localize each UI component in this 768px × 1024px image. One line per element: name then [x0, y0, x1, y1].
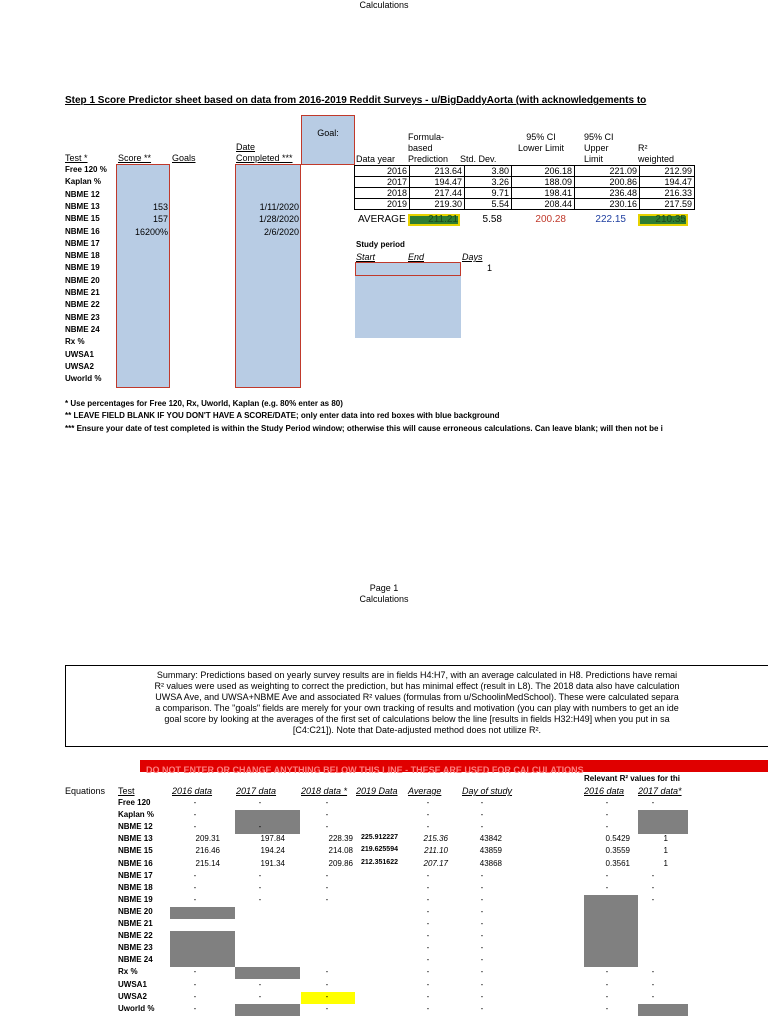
eq-cell: -	[480, 943, 484, 953]
eq-cell: -	[651, 870, 655, 880]
eq-header: Day of study	[462, 786, 513, 796]
test-name: NBME 16	[65, 226, 100, 236]
test-name: NBME 15	[65, 214, 100, 224]
study-period-title: Study period	[356, 240, 405, 249]
eq-cell: 209.86	[328, 858, 353, 868]
eq-cell: 0.3561	[605, 858, 630, 868]
test-name: NBME 21	[65, 288, 100, 297]
eq-cell: -	[325, 798, 329, 807]
eq-cell: -	[325, 1003, 329, 1013]
eq-test-name: NBME 23	[118, 943, 153, 953]
eq-header: 2017 data*	[638, 786, 682, 796]
test-name: NBME 17	[65, 238, 100, 248]
test-name: UWSA2	[65, 361, 94, 371]
stats-cell-lower: 188.09	[512, 177, 575, 188]
eq-cell: -	[480, 810, 484, 820]
stats-cell-year: 2017	[355, 177, 410, 188]
gray-cell	[170, 907, 235, 919]
test-name: Kaplan %	[65, 177, 102, 187]
study-period-end-label: End	[408, 252, 425, 262]
warning-text: DO NOT ENTER OR CHANGE ANYTHING BELOW THIS LINE - THESE ARE USED FOR CALCULATIONS	[146, 765, 584, 775]
stats-cell-year: 2016	[355, 166, 410, 177]
eq-cell: -	[651, 967, 655, 977]
eq-cell: 212.351622	[361, 858, 398, 866]
eq-cell: -	[426, 931, 430, 941]
study-period-input[interactable]	[355, 262, 461, 276]
eq-cell: -	[426, 810, 430, 820]
eq-cell: -	[605, 798, 609, 807]
average-ci-lower: 200.28	[535, 214, 566, 225]
eq-cell: -	[480, 991, 484, 1001]
eq-cell: 215.36	[423, 834, 448, 844]
eq-cell: -	[605, 967, 609, 977]
relevant-r2-label: Relevant R² values for thi	[584, 774, 681, 783]
stats-cell-pred: 213.64	[410, 166, 465, 177]
eq-test-name: NBME 18	[118, 882, 153, 892]
stats-header-formula: Formula- based Prediction	[408, 132, 449, 164]
header-test: Test *	[65, 153, 88, 163]
eq-header: 2017 data	[236, 786, 277, 796]
goal-box[interactable]	[301, 115, 355, 165]
stats-cell-r2: 217.59	[640, 199, 695, 210]
eq-cell: -	[480, 955, 484, 965]
stats-header-r2: R² weighted	[638, 143, 675, 164]
gray-cell	[638, 1004, 688, 1016]
eq-cell: 216.46	[195, 846, 220, 856]
average-label: AVERAGE	[358, 214, 406, 225]
score-value: 153	[152, 201, 168, 212]
eq-test-name: NBME 24	[118, 955, 153, 965]
warning-bar	[140, 760, 768, 775]
average-ci-upper: 222.15	[595, 214, 626, 225]
eq-cell: -	[480, 798, 484, 807]
stats-row	[355, 166, 695, 177]
stats-cell-pred: 219.30	[410, 199, 465, 210]
eq-cell: 228.39	[328, 834, 353, 844]
summary-line: UWSA Ave, and UWSA+NBME Ave and associated R² values (formulas from u/SchoolinMedSchool). These were calculated separa	[155, 692, 679, 702]
header-goals: Goals	[172, 153, 196, 163]
stats-cell-year: 2018	[355, 188, 410, 199]
eq-cell: -	[605, 979, 609, 989]
eq-cell: 43859	[479, 846, 502, 856]
gray-cell	[584, 895, 638, 968]
eq-test-name: NBME 17	[118, 870, 153, 880]
eq-cell: 1	[663, 858, 668, 868]
eq-cell: -	[426, 967, 430, 977]
eq-cell: -	[480, 870, 484, 880]
eq-cell: -	[426, 991, 430, 1001]
stats-cell-year: 2019	[355, 199, 410, 210]
eq-cell: -	[193, 894, 197, 904]
eq-cell: -	[193, 798, 197, 807]
eq-cell: -	[258, 798, 262, 807]
stats-cell-r2: 216.33	[640, 188, 695, 199]
eq-cell: -	[480, 822, 484, 832]
average-std: 5.58	[482, 214, 502, 225]
eq-cell: -	[258, 894, 262, 904]
eq-cell: -	[325, 979, 329, 989]
stats-cell-upper: 236.48	[575, 188, 640, 199]
eq-test-name: NBME 21	[118, 919, 153, 928]
eq-cell: -	[480, 919, 484, 928]
eq-cell: 191.34	[260, 858, 285, 868]
eq-cell: 1	[663, 846, 668, 856]
eq-cell: -	[426, 870, 430, 880]
stats-cell-lower: 206.18	[512, 166, 575, 177]
note-2: ** LEAVE FIELD BLANK IF YOU DON'T HAVE A SCORE/DATE; only enter data into red boxes with blue background	[65, 411, 500, 420]
eq-cell: 1	[663, 834, 668, 844]
eq-cell: -	[605, 810, 609, 820]
stats-cell-r2: 212.99	[640, 166, 695, 177]
summary-line: Summary: Predictions based on yearly survey results are in fields H4:H7, with an average calculated in H8. Predictions have remai	[156, 670, 678, 680]
eq-cell: -	[258, 991, 262, 1001]
stats-header-ci-lower: 95% CI Lower Limit	[518, 132, 565, 153]
average-r2: 210.35	[655, 214, 686, 225]
eq-cell: 219.625594	[361, 846, 398, 854]
score-value: 16200%	[134, 226, 168, 237]
eq-test-name: Uworld %	[118, 1003, 155, 1013]
eq-cell: 207.17	[423, 858, 448, 868]
eq-cell: 43842	[479, 834, 502, 844]
stats-cell-std: 3.26	[465, 177, 512, 188]
eq-cell: -	[480, 979, 484, 989]
eq-cell: -	[325, 810, 329, 820]
eq-header: 2016 data	[584, 786, 625, 796]
eq-header: Average	[408, 786, 442, 796]
date-input-column[interactable]	[235, 164, 301, 388]
eq-cell: -	[605, 991, 609, 1001]
eq-cell: -	[426, 882, 430, 892]
eq-test-name: NBME 20	[118, 906, 153, 916]
stats-cell-upper: 230.16	[575, 199, 640, 210]
stats-cell-upper: 221.09	[575, 166, 640, 177]
test-name: NBME 19	[65, 263, 100, 273]
eq-cell: -	[258, 870, 262, 880]
eq-cell: -	[426, 798, 430, 807]
eq-cell: -	[193, 870, 197, 880]
eq-cell: -	[605, 870, 609, 880]
stats-cell-std: 5.54	[465, 199, 512, 210]
eq-cell: -	[480, 906, 484, 916]
eq-cell: -	[651, 798, 655, 807]
eq-test-name: NBME 16	[118, 858, 153, 868]
eq-cell: -	[480, 1003, 484, 1013]
stats-row	[355, 188, 695, 199]
eq-cell: 0.5429	[605, 834, 630, 844]
stats-header-std: Std. Dev.	[460, 154, 497, 164]
header-score: Score **	[118, 153, 152, 163]
page-header: Calculations	[359, 0, 409, 10]
eq-cell: -	[651, 882, 655, 892]
eq-cell: -	[605, 822, 609, 832]
eq-test-name: Free 120	[118, 798, 151, 807]
eq-cell: 215.14	[195, 858, 220, 868]
eq-cell: -	[426, 1003, 430, 1013]
stats-header-ci-upper: 95% CI Upper Limit	[584, 132, 614, 164]
eq-cell: -	[426, 894, 430, 904]
eq-cell: -	[325, 991, 329, 1001]
eq-cell: -	[651, 991, 655, 1001]
eq-cell: -	[193, 979, 197, 989]
test-name: NBME 24	[65, 324, 100, 334]
eq-cell: -	[193, 1003, 197, 1013]
stats-cell-pred: 194.47	[410, 177, 465, 188]
date-value: 1/11/2020	[259, 201, 299, 212]
eq-cell: 225.912227	[361, 834, 398, 842]
eq-cell: -	[480, 931, 484, 941]
average-pred: 211.21	[428, 214, 458, 225]
eq-header-test: Test	[118, 786, 135, 796]
eq-test-name: Kaplan %	[118, 810, 155, 820]
gray-cell	[638, 810, 688, 834]
score-input-column[interactable]	[116, 164, 170, 388]
stats-row	[355, 199, 695, 210]
page-footer-title: Calculations	[359, 594, 409, 604]
eq-cell: -	[426, 822, 430, 832]
eq-cell: -	[193, 967, 197, 977]
test-name: Free 120 %	[65, 165, 107, 174]
eq-cell: -	[258, 979, 262, 989]
summary-line: a comparison. The "goals" fields are merely for your own tracking of results and motivation (you can play with numbers to get an ide	[155, 703, 679, 713]
eq-cell: -	[480, 882, 484, 892]
note-3: *** Ensure your date of test completed is within the Study Period window; otherwise this will cause erroneous calculations. Can leave blank; will then not be i	[65, 424, 663, 433]
goal-label: Goal:	[317, 128, 339, 138]
study-period-extra-box	[355, 276, 461, 338]
eq-cell: -	[325, 894, 329, 904]
test-name: NBME 23	[65, 312, 100, 322]
eq-cell: -	[193, 882, 197, 892]
eq-test-name: NBME 22	[118, 931, 153, 941]
stats-header-data-year: Data year	[356, 154, 396, 164]
test-name: NBME 22	[65, 300, 100, 310]
eq-cell: 209.31	[195, 834, 220, 844]
eq-test-name: NBME 12	[118, 822, 153, 832]
stats-cell-lower: 208.44	[512, 199, 575, 210]
summary-line: [C4:C21]). Note that Date-adjusted method does not utilize R².	[292, 725, 542, 735]
gray-cell	[170, 931, 235, 967]
summary-line: goal score by looking at the averages of the first set of calculations below the line [results in fields H32:H49] when you put in sa	[164, 714, 670, 724]
test-name: UWSA1	[65, 349, 94, 359]
eq-cell: -	[193, 822, 197, 832]
stats-cell-std: 3.80	[465, 166, 512, 177]
eq-header: 2019 Data	[356, 786, 398, 796]
stats-row	[355, 177, 695, 188]
date-value: 1/28/2020	[258, 214, 299, 225]
eq-cell: 43868	[479, 858, 502, 868]
eq-test-name: NBME 13	[118, 834, 153, 844]
eq-cell: 211.10	[424, 846, 448, 856]
gray-cell	[235, 1004, 300, 1016]
eq-cell: 214.08	[328, 846, 353, 856]
eq-cell: -	[605, 882, 609, 892]
eq-cell: -	[426, 955, 430, 965]
test-name: NBME 13	[65, 201, 100, 211]
eq-cell: -	[258, 822, 262, 832]
page-footer-label: Page 1	[369, 583, 399, 593]
eq-header: 2018 data *	[301, 786, 348, 796]
eq-cell: 197.84	[260, 834, 285, 844]
eq-test-name: Rx %	[118, 967, 138, 977]
date-value: 2/6/2020	[263, 226, 299, 237]
stats-cell-upper: 200.86	[575, 177, 640, 188]
eq-cell: -	[651, 979, 655, 989]
eq-test-name: NBME 19	[118, 894, 153, 904]
eq-cell: -	[258, 882, 262, 892]
eq-cell: -	[426, 919, 430, 928]
eq-cell: -	[426, 906, 430, 916]
equations-label: Equations	[65, 786, 106, 796]
score-value: 157	[152, 214, 168, 225]
test-name: Rx %	[65, 337, 85, 347]
step-title: Step 1 Score Predictor sheet based on data from 2016-2019 Reddit Surveys - u/BigDaddyAorta (with acknowledgements to	[65, 95, 647, 106]
header-date-completed: Date Completed ***	[236, 142, 293, 163]
gray-cell	[235, 967, 300, 979]
eq-cell: -	[325, 822, 329, 832]
study-period-start-label: Start	[356, 252, 376, 262]
note-1: * Use percentages for Free 120, Rx, Uworld, Kaplan (e.g. 80% enter as 80)	[65, 399, 343, 408]
stats-cell-std: 9.71	[465, 188, 512, 199]
summary-box	[65, 665, 768, 747]
eq-cell: -	[480, 967, 484, 977]
eq-test-name: UWSA1	[118, 979, 147, 989]
eq-test-name: UWSA2	[118, 991, 147, 1001]
test-name: NBME 20	[65, 275, 100, 285]
eq-cell: -	[426, 943, 430, 953]
eq-test-name: NBME 15	[118, 846, 153, 856]
stats-table	[354, 165, 695, 210]
eq-cell: -	[325, 967, 329, 977]
eq-cell: -	[651, 894, 655, 904]
study-period-days-value: 1	[486, 263, 492, 273]
stats-cell-pred: 217.44	[410, 188, 465, 199]
stats-cell-r2: 194.47	[640, 177, 695, 188]
eq-cell: -	[480, 894, 484, 904]
eq-cell: -	[325, 882, 329, 892]
stats-cell-lower: 198.41	[512, 188, 575, 199]
eq-cell: -	[605, 1003, 609, 1013]
eq-header: 2016 data	[172, 786, 213, 796]
eq-cell: -	[193, 991, 197, 1001]
study-period-days-label: Days	[462, 252, 483, 262]
eq-cell: -	[426, 979, 430, 989]
test-name: Uworld %	[65, 374, 102, 384]
eq-cell: -	[193, 810, 197, 820]
test-name: NBME 12	[65, 189, 100, 199]
eq-cell: 0.3559	[605, 846, 630, 856]
test-name: NBME 18	[65, 251, 100, 261]
eq-cell: -	[325, 870, 329, 880]
summary-line: R² values were used as weighting to correct the prediction, but has minimal effect (result in L8). The 2018 data also have calculation	[154, 681, 680, 691]
eq-cell: 194.24	[260, 846, 285, 856]
